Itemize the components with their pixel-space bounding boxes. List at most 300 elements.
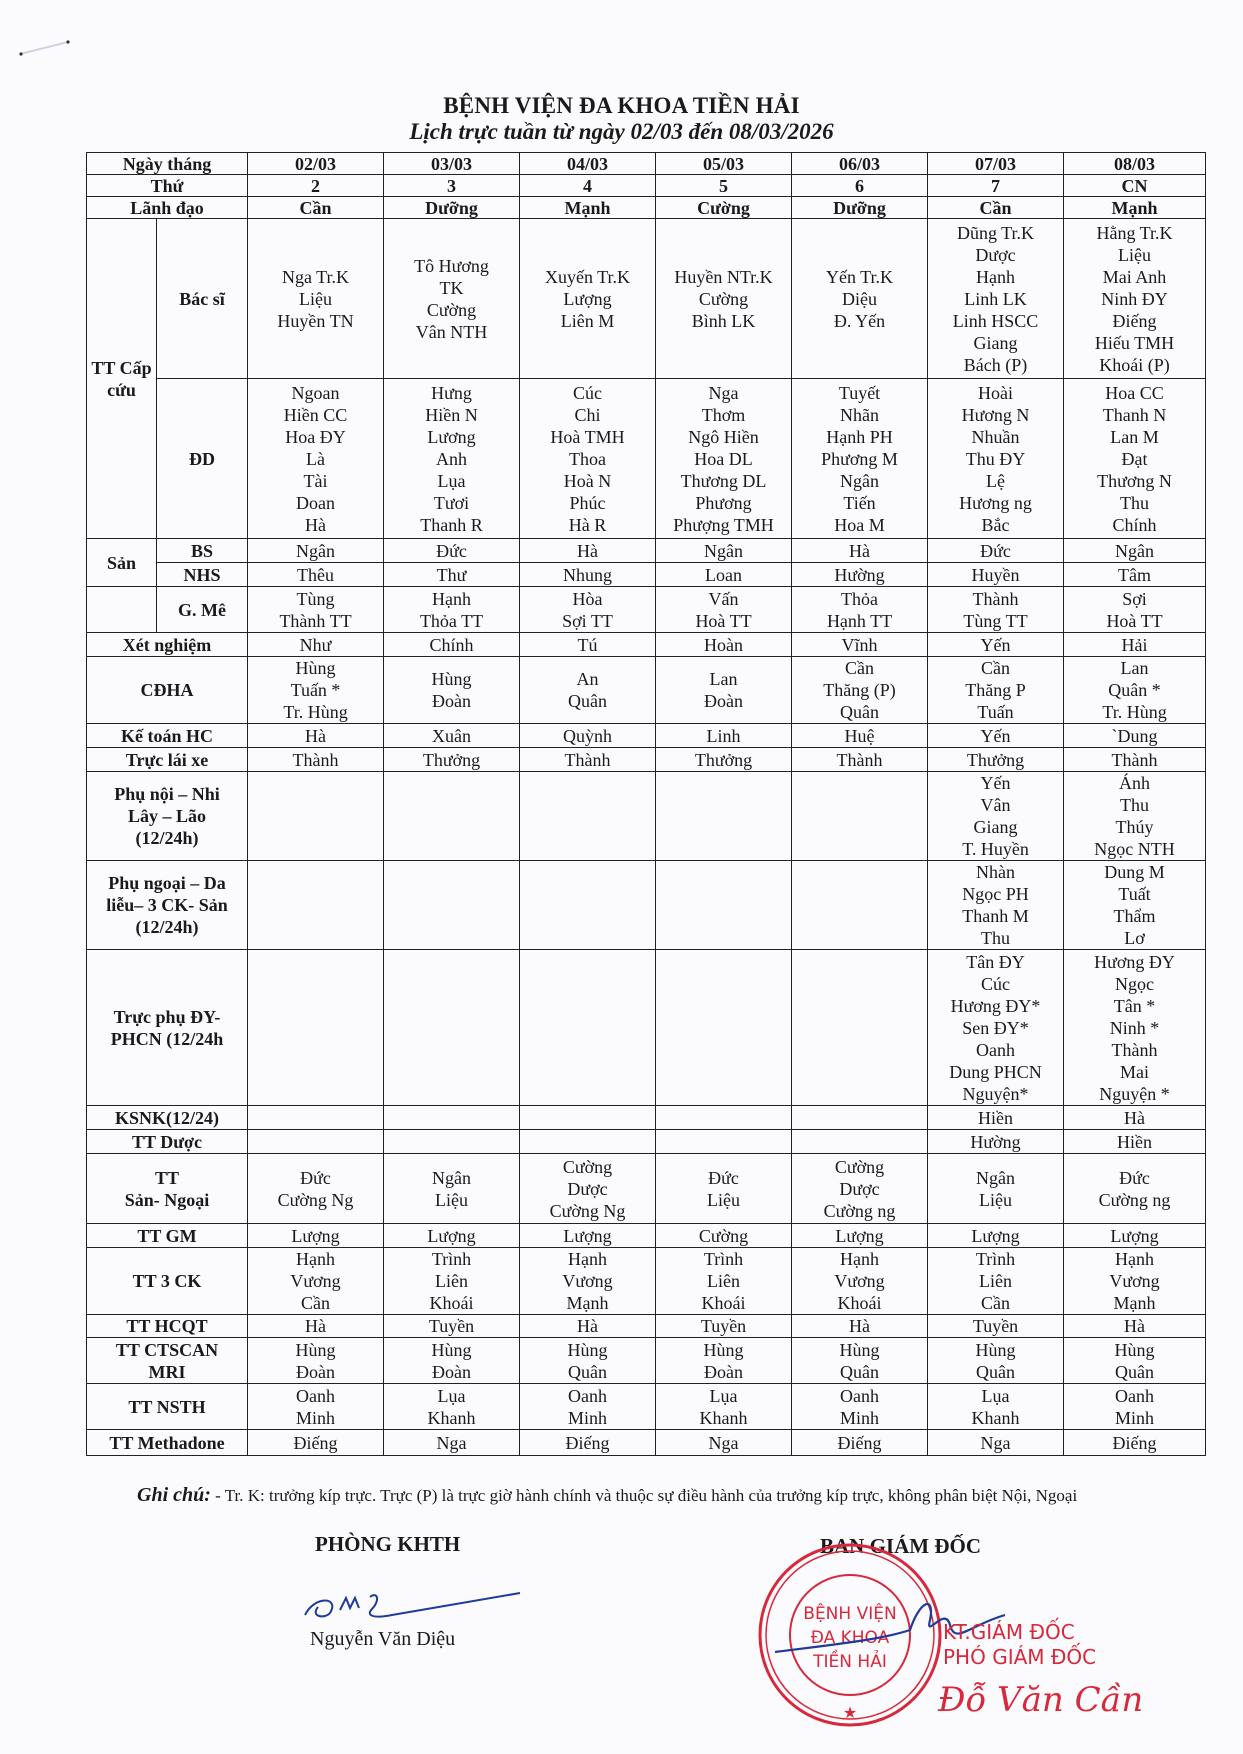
cell-line: Đoàn — [432, 691, 472, 711]
cell-line: Lụa — [709, 1385, 738, 1406]
duty-cell — [520, 563, 656, 587]
cell-line: Lượng — [563, 288, 612, 309]
cell-line: Thanh N — [1102, 404, 1167, 425]
cell-line: Hải — [1121, 634, 1148, 655]
duty-cell — [792, 657, 928, 724]
cell-line: Hùng — [295, 1339, 336, 1360]
cell-line: Lây – Lão — [128, 806, 207, 826]
duty-cell — [384, 748, 520, 772]
cell-line: Nga — [980, 1432, 1011, 1453]
row-label: ĐD — [157, 379, 248, 539]
cell-line: Liệu — [299, 288, 333, 309]
cell-line: Yến — [980, 634, 1011, 655]
cell-line: Cường Ng — [277, 1189, 354, 1210]
cell-line: Hà — [305, 514, 327, 535]
cell-line: Ninh ĐY — [1101, 288, 1168, 309]
duty-cell — [248, 539, 384, 563]
cell-line: Hà — [849, 540, 871, 561]
cell-line: Hà R — [568, 514, 607, 535]
duty-cell — [928, 861, 1064, 950]
handwritten-signature-left — [300, 1585, 530, 1625]
cell-line: Nhuần — [971, 426, 1020, 447]
cell-line: Lượng — [1110, 1225, 1159, 1246]
duty-cell — [1064, 772, 1206, 861]
scan-mark-decoration — [18, 38, 73, 58]
cell-line: Điếng — [293, 1432, 338, 1453]
cell-line: Quân — [568, 1361, 608, 1382]
svg-text:★: ★ — [842, 1703, 858, 1722]
header-cell: Dưỡng — [384, 197, 520, 219]
cell-line: Hạnh — [1115, 1249, 1155, 1269]
cell-line: Phương — [695, 492, 752, 513]
cell-line: Lượng — [291, 1225, 340, 1246]
empty-cell — [87, 587, 157, 633]
header-cell: Dưỡng — [792, 197, 928, 219]
duty-cell — [928, 563, 1064, 587]
cell-line: Xuân — [432, 725, 472, 746]
duty-cell — [928, 219, 1064, 379]
cell-line: MRI — [148, 1361, 186, 1382]
cell-line: Ngân — [432, 1167, 472, 1188]
duty-cell — [656, 724, 792, 748]
cell-line: Đạt — [1121, 448, 1148, 469]
duty-cell — [384, 724, 520, 748]
cell-line: Lan — [1120, 658, 1149, 678]
cell-line: Thơm — [701, 404, 746, 425]
row-tt-duoc — [87, 1130, 1206, 1154]
cell-line: Tuyền — [700, 1316, 747, 1336]
cell-line: Hương ĐY — [1094, 951, 1175, 972]
cell-line: Minh — [568, 1407, 608, 1428]
cell-line: Liệu — [435, 1189, 469, 1210]
cell-line: Cường — [426, 299, 477, 320]
cell-line: Thưởng — [966, 749, 1025, 770]
cell-line: Quân — [840, 1361, 880, 1382]
duty-cell — [248, 1130, 384, 1154]
cell-line: Hoà TMH — [550, 426, 625, 447]
duty-cell — [520, 1338, 656, 1384]
cell-line: Thư — [436, 564, 467, 585]
row-tt-gm — [87, 1224, 1206, 1248]
duty-cell — [792, 1430, 928, 1456]
duty-cell — [248, 563, 384, 587]
header-cell: 7 — [928, 175, 1064, 197]
cell-line: Đoàn — [704, 691, 744, 711]
cell-line: Phụ ngoại – Da — [108, 873, 226, 893]
cell-line: Hạnh PH — [826, 426, 893, 447]
cell-line: Như — [299, 634, 332, 655]
cell-line: Nhung — [563, 564, 613, 585]
cell-line: Thương N — [1097, 470, 1172, 491]
row-label: Kế toán HC — [87, 724, 248, 748]
cell-line: Đức — [300, 1167, 331, 1188]
duty-cell — [384, 1224, 520, 1248]
header-cell: 4 — [520, 175, 656, 197]
cell-line: Cường ng — [1098, 1189, 1171, 1210]
cell-line: Oanh — [568, 1385, 608, 1406]
schedule-subtitle: Lịch trực tuần từ ngày 02/03 đến 08/03/2026 — [409, 119, 834, 144]
cell-line: Tùng — [296, 588, 335, 609]
duty-cell — [520, 633, 656, 657]
row-weekdays — [87, 175, 1206, 197]
cell-line: Tuyền — [428, 1316, 475, 1336]
row-label: TT HCQT — [87, 1315, 248, 1338]
cell-line: Thẩm — [1113, 906, 1156, 926]
cell-line: Oanh — [1115, 1385, 1155, 1406]
cell-line: Vương — [562, 1271, 613, 1291]
duty-cell — [928, 748, 1064, 772]
duty-cell — [928, 1130, 1064, 1154]
cell-line: Sen ĐY* — [962, 1017, 1029, 1038]
duty-cell — [928, 1384, 1064, 1430]
cell-line: Lan M — [1110, 426, 1159, 447]
cell-line: Huệ — [844, 725, 875, 746]
cell-line: Nhãn — [840, 404, 880, 425]
cell-line: Thành — [972, 588, 1019, 609]
cell-line: Hiền N — [425, 404, 478, 425]
cell-line: Tuất — [1118, 884, 1151, 904]
row-gay-me — [87, 587, 1206, 633]
cell-line: Hoa CC — [1105, 382, 1164, 403]
seal-line-3: TIỀN HẢI — [813, 1652, 887, 1672]
row-tt-san-ngoai — [87, 1154, 1206, 1224]
cell-line: Nga — [708, 382, 739, 403]
cell-line: Đức — [708, 1167, 739, 1188]
cell-line: Hưng — [431, 382, 472, 403]
cell-line: Ngọc PH — [962, 884, 1029, 904]
duty-cell — [520, 748, 656, 772]
duty-cell — [792, 1248, 928, 1315]
cell-line: Hạnh — [568, 1249, 608, 1269]
duty-cell — [656, 1130, 792, 1154]
cell-line: Phụ nội – Nhi — [114, 784, 220, 804]
duty-cell — [520, 1130, 656, 1154]
duty-cell — [384, 1430, 520, 1456]
cell-line: Hạnh — [976, 266, 1016, 287]
duty-cell — [656, 1338, 792, 1384]
cell-line: Cường — [562, 1156, 613, 1177]
row-tt-nsth — [87, 1384, 1206, 1430]
cell-line: Trình — [431, 1249, 472, 1269]
duty-cell — [1064, 724, 1206, 748]
cell-line: Linh — [706, 725, 741, 746]
header-cell: 07/03 — [928, 153, 1064, 175]
row-tt-hcqt — [87, 1315, 1206, 1338]
cell-line: Thành — [292, 749, 339, 770]
cell-line: Hùng — [703, 1339, 744, 1360]
cell-line: Khoái — [837, 1293, 882, 1313]
cell-line: Trình — [703, 1249, 744, 1269]
cell-line: Xuyến Tr.K — [545, 266, 631, 287]
cell-line: Khanh — [971, 1407, 1020, 1428]
duty-cell — [656, 539, 792, 563]
row-san-nhs — [87, 563, 1206, 587]
row-label — [87, 1154, 248, 1224]
cell-line: Hường — [834, 564, 885, 585]
cell-line: Hà — [849, 1316, 871, 1336]
row-dates — [87, 153, 1206, 175]
row-label: TT GM — [87, 1224, 248, 1248]
cell-line: Tuyết — [838, 382, 881, 403]
cell-line: Sợi — [1122, 588, 1147, 609]
cell-line: Yến Tr.K — [826, 266, 894, 287]
cell-line: Thành — [836, 749, 883, 770]
duty-cell — [1064, 861, 1206, 950]
cell-line: Thu — [981, 928, 1011, 948]
cell-line: Hường — [970, 1131, 1021, 1152]
cell-line: Đức — [980, 540, 1011, 561]
cell-line: Lượng — [971, 1225, 1020, 1246]
cell-line: (12/24h) — [135, 917, 199, 937]
cell-line: TT CTSCAN — [115, 1339, 219, 1360]
cell-line: Huyền TN — [277, 310, 354, 331]
cell-line: Thanh M — [962, 906, 1029, 926]
cell-line: Tú — [577, 634, 598, 655]
duty-cell — [384, 1248, 520, 1315]
cell-line: Bắc — [981, 514, 1010, 535]
cell-line: Tài — [303, 470, 328, 491]
cell-line: Ngọc — [1115, 973, 1155, 994]
cell-line: Lan — [709, 669, 738, 689]
cell-line: Tuyền — [972, 1316, 1019, 1336]
cell-line: Dược — [567, 1178, 608, 1199]
cell-line: Hiền — [1117, 1131, 1153, 1152]
cell-line: Hương ng — [959, 492, 1032, 513]
cell-line: Tr. Hùng — [283, 702, 348, 722]
cell-line: Liệu — [979, 1189, 1013, 1210]
cell-line: Tr. Hùng — [1102, 702, 1167, 722]
cell-line: Khanh — [427, 1407, 476, 1428]
header-cell: Cần — [928, 197, 1064, 219]
duty-cell — [520, 861, 656, 950]
duty-cell — [792, 1384, 928, 1430]
cell-line: Thành — [1111, 1039, 1158, 1060]
cell-line: Cần — [981, 658, 1011, 678]
header-cell: 6 — [792, 175, 928, 197]
duty-cell — [248, 1248, 384, 1315]
seal-line-1: BỆNH VIỆN — [803, 1604, 897, 1624]
cell-line: Ninh * — [1109, 1017, 1160, 1038]
cell-line: Thêu — [297, 564, 334, 585]
duty-cell — [928, 724, 1064, 748]
row-tt-3ck — [87, 1248, 1206, 1315]
row-tt-methadone — [87, 1430, 1206, 1456]
cell-line: Đoàn — [432, 1361, 472, 1382]
cell-line: Mai — [1120, 1061, 1150, 1082]
duty-cell — [656, 1315, 792, 1338]
row-phu-dy — [87, 950, 1206, 1106]
duty-cell — [248, 950, 384, 1106]
cell-line: Lượng — [427, 1225, 476, 1246]
cell-line: Cúc — [981, 973, 1011, 994]
duty-cell — [248, 724, 384, 748]
footnote — [137, 1484, 1217, 1507]
cell-line: Doan — [296, 492, 336, 513]
cell-line: Tô Hương — [414, 255, 489, 276]
cell-line: liễu– 3 CK- Sản — [106, 895, 228, 915]
cell-line: Khoái (P) — [1099, 354, 1170, 375]
cell-line: Nguyện* — [962, 1083, 1029, 1104]
cell-line: Thành — [564, 749, 611, 770]
cell-line: Cường Ng — [549, 1200, 626, 1221]
duty-cell — [384, 772, 520, 861]
cell-line: Thỏa — [841, 588, 878, 609]
duty-cell — [656, 1384, 792, 1430]
cell-line: Hạnh — [840, 1249, 880, 1269]
cell-line: Nga Tr.K — [282, 266, 350, 287]
cell-line: Hoa ĐY — [285, 426, 346, 447]
duty-cell — [520, 1224, 656, 1248]
duty-cell — [520, 772, 656, 861]
duty-cell — [792, 1338, 928, 1384]
row-label: TT 3 CK — [87, 1248, 248, 1315]
cell-line: Hương ĐY* — [950, 995, 1041, 1016]
cell-line: Khanh — [699, 1407, 748, 1428]
header-cell: 04/03 — [520, 153, 656, 175]
cell-line: Tâm — [1118, 564, 1152, 585]
row-leaders — [87, 197, 1206, 219]
cell-line: Hoài — [978, 382, 1014, 403]
row-label: Xét nghiệm — [87, 633, 248, 657]
duty-cell — [928, 379, 1064, 539]
duty-cell — [792, 861, 928, 950]
duty-cell — [384, 219, 520, 379]
cell-line: Lương — [427, 426, 476, 447]
row-cdha — [87, 657, 1206, 724]
cell-line: Liên — [979, 1271, 1013, 1291]
seal-line-2: ĐA KHOA — [810, 1628, 890, 1648]
cell-line: Hùng — [295, 658, 336, 678]
cell-line: Là — [306, 448, 325, 469]
cell-line: Thưởng — [694, 749, 753, 770]
duty-cell — [384, 1384, 520, 1430]
duty-cell — [520, 1106, 656, 1130]
duty-cell — [384, 563, 520, 587]
header-cell: 3 — [384, 175, 520, 197]
cell-line: Điếng — [1112, 310, 1157, 331]
cell-line: Cần — [845, 658, 875, 678]
cell-line: Liên — [435, 1271, 469, 1291]
cell-line: Hiếu TMH — [1094, 332, 1175, 353]
duty-cell — [248, 748, 384, 772]
cell-line: Tuấn * — [290, 680, 341, 700]
duty-cell — [792, 724, 928, 748]
duty-cell — [248, 1384, 384, 1430]
row-ke-toan — [87, 724, 1206, 748]
cell-line: Loan — [705, 564, 742, 585]
cell-line: Hoàn — [704, 634, 744, 655]
row-cap-cuu-dd — [87, 379, 1206, 539]
duty-cell — [656, 379, 792, 539]
cell-line: An — [576, 669, 599, 689]
duty-cell — [248, 1224, 384, 1248]
duty-cell — [384, 1338, 520, 1384]
cell-line: Vương — [1109, 1271, 1160, 1291]
cell-line: Ngân — [976, 1167, 1016, 1188]
row-cap-cuu-bac-si — [87, 219, 1206, 379]
cell-line: Đ. Yến — [833, 310, 886, 331]
hospital-name: BỆNH VIỆN ĐA KHOA TIỀN HẢI — [443, 93, 800, 118]
duty-cell — [656, 563, 792, 587]
cell-line: Oanh — [840, 1385, 880, 1406]
cell-line: Hùng — [431, 1339, 472, 1360]
duty-cell — [656, 772, 792, 861]
duty-cell — [656, 1224, 792, 1248]
cell-line: Phượng TMH — [673, 514, 774, 535]
duty-cell — [248, 1154, 384, 1224]
cell-line: Oanh — [296, 1385, 336, 1406]
cell-line: Mạnh — [1113, 1293, 1156, 1313]
cell-line: Cường — [698, 288, 749, 309]
cell-line: Cần — [981, 1293, 1011, 1313]
cell-line: Dược — [839, 1178, 880, 1199]
cell-line: Hùng — [975, 1339, 1016, 1360]
duty-cell — [384, 379, 520, 539]
cell-line: Tuấn — [977, 702, 1014, 722]
header-cell: 08/03 — [1064, 153, 1206, 175]
cell-line: Hiền — [978, 1107, 1014, 1128]
row-label: CĐHA — [87, 657, 248, 724]
cell-line: Bình LK — [691, 310, 756, 331]
cell-line: Sản- Ngoại — [124, 1189, 210, 1210]
cell-line: Quân — [976, 1361, 1016, 1382]
duty-cell — [928, 1154, 1064, 1224]
cell-line: Dược — [975, 244, 1016, 265]
duty-cell — [656, 950, 792, 1106]
cell-line: Cần — [301, 1293, 331, 1313]
cell-line: TT — [155, 1167, 180, 1188]
row-label: TT Methadone — [87, 1430, 248, 1456]
cell-line: Chính — [1112, 514, 1157, 535]
duty-cell — [1064, 1224, 1206, 1248]
row-label: NHS — [157, 563, 248, 587]
row-label: Thứ — [87, 175, 248, 197]
duty-cell — [1064, 587, 1206, 633]
row-label: KSNK(12/24) — [87, 1106, 248, 1130]
cell-line: Yến — [980, 725, 1011, 746]
cell-line: Điếng — [837, 1432, 882, 1453]
row-lai-xe — [87, 748, 1206, 772]
duty-cell — [1064, 219, 1206, 379]
header-cell: 05/03 — [656, 153, 792, 175]
cell-line: Hùng — [567, 1339, 608, 1360]
cell-line: Liên — [707, 1271, 741, 1291]
duty-cell — [1064, 539, 1206, 563]
footnote-text: - Tr. K: trưởng kíp trực. Trực (P) là trực giờ hành chính và thuộc sự điều hành của trưởng kíp trực, không phân biệt Nội, Ngoại — [210, 1486, 1078, 1505]
duty-cell — [928, 1315, 1064, 1338]
row-label: Lãnh đạo — [87, 197, 248, 219]
header-cell: 5 — [656, 175, 792, 197]
duty-cell — [384, 950, 520, 1106]
cell-line: Thương DL — [680, 470, 767, 491]
group-label-cap-cuu: TT Cấp cứu — [87, 219, 157, 539]
duty-cell — [928, 1338, 1064, 1384]
cell-line: Thoa — [569, 448, 606, 469]
duty-cell — [384, 657, 520, 724]
cell-line: Điếng — [1112, 1432, 1157, 1453]
cell-line: `Dung — [1111, 725, 1158, 746]
duty-cell — [792, 950, 928, 1106]
cell-line: Cường — [698, 1225, 749, 1246]
duty-cell — [1064, 748, 1206, 772]
cell-line: Thanh R — [420, 514, 483, 535]
duty-cell — [656, 1430, 792, 1456]
cell-line: Hùng — [1114, 1339, 1155, 1360]
row-label: TT NSTH — [87, 1384, 248, 1430]
cell-line: Hùng — [839, 1339, 880, 1360]
cell-line: Lơ — [1124, 928, 1145, 948]
cell-line: Đoàn — [296, 1361, 336, 1382]
